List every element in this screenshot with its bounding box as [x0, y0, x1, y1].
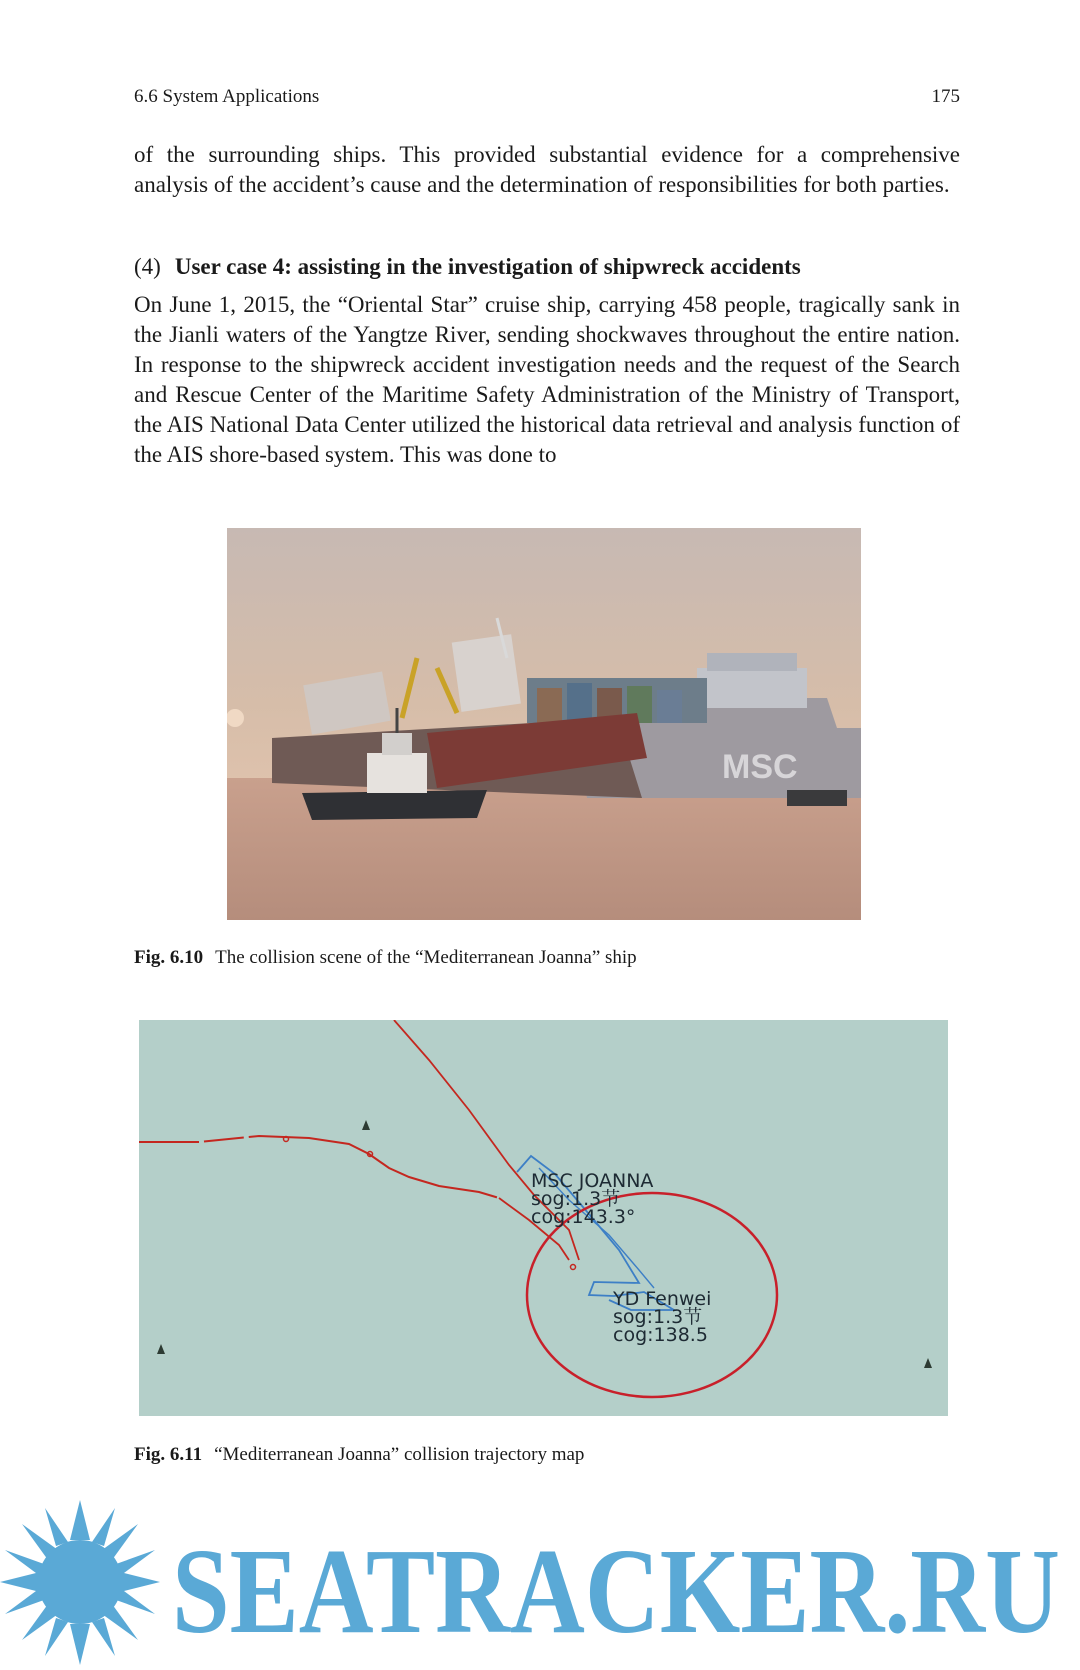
ship-1-sog: sog:1.3节: [531, 1188, 621, 1210]
running-header: [134, 86, 960, 108]
collision-photo: [227, 528, 861, 920]
page-number: 175: [931, 86, 960, 107]
case-heading: [134, 254, 801, 280]
paragraph-1: of the surrounding ships. This provided substantial evidence for a comprehensive analysis of the accident’s cause and the determination of responsibilities for both parties.: [134, 142, 960, 197]
trajectory-map: [139, 1020, 948, 1416]
ship-2-cog: cog:138.5: [613, 1324, 708, 1346]
caption-text: “Mediterranean Joanna” collision trajectory map: [214, 1444, 585, 1465]
case-title: User case 4: assisting in the investigation of shipwreck accidents: [174, 254, 801, 279]
ship-2-sog: sog:1.3节: [613, 1306, 703, 1328]
caption-label: Fig. 6.11: [134, 1444, 203, 1465]
section-title: 6.6 System Applications: [134, 86, 320, 107]
caption-label: Fig. 6.10: [134, 947, 204, 968]
watermark-text: SEATRACKER.RU: [172, 1524, 1060, 1659]
caption-fig-6-10: [134, 947, 637, 969]
case-number: (4): [134, 254, 161, 279]
seatracker-watermark: [0, 1500, 1080, 1665]
paragraph-2: On June 1, 2015, the “Oriental Star” cruise ship, carrying 458 people, tragically sank in the Jianli waters of the Yangtze River, sending shockwaves throughout the entire nation. In response to the shipwreck accident investigation needs and the request of the Search and Rescue Center of the Maritime Safety Administration of the Ministry of Transport, the AIS National Data Center utilized the historical data retrieval and analysis function of the AIS shore-based system. This was done to: [134, 292, 960, 467]
ship-2-name: YD Fenwei: [613, 1288, 712, 1310]
ship-1-name: MSC JOANNA: [531, 1170, 654, 1192]
ship-1-cog: cog:143.3°: [531, 1206, 636, 1228]
msc-hull-text: MSC: [722, 748, 798, 786]
caption-text: The collision scene of the “Mediterranean Joanna” ship: [215, 947, 637, 968]
sun-logo-icon: [0, 1500, 160, 1665]
caption-fig-6-11: [134, 1444, 584, 1466]
